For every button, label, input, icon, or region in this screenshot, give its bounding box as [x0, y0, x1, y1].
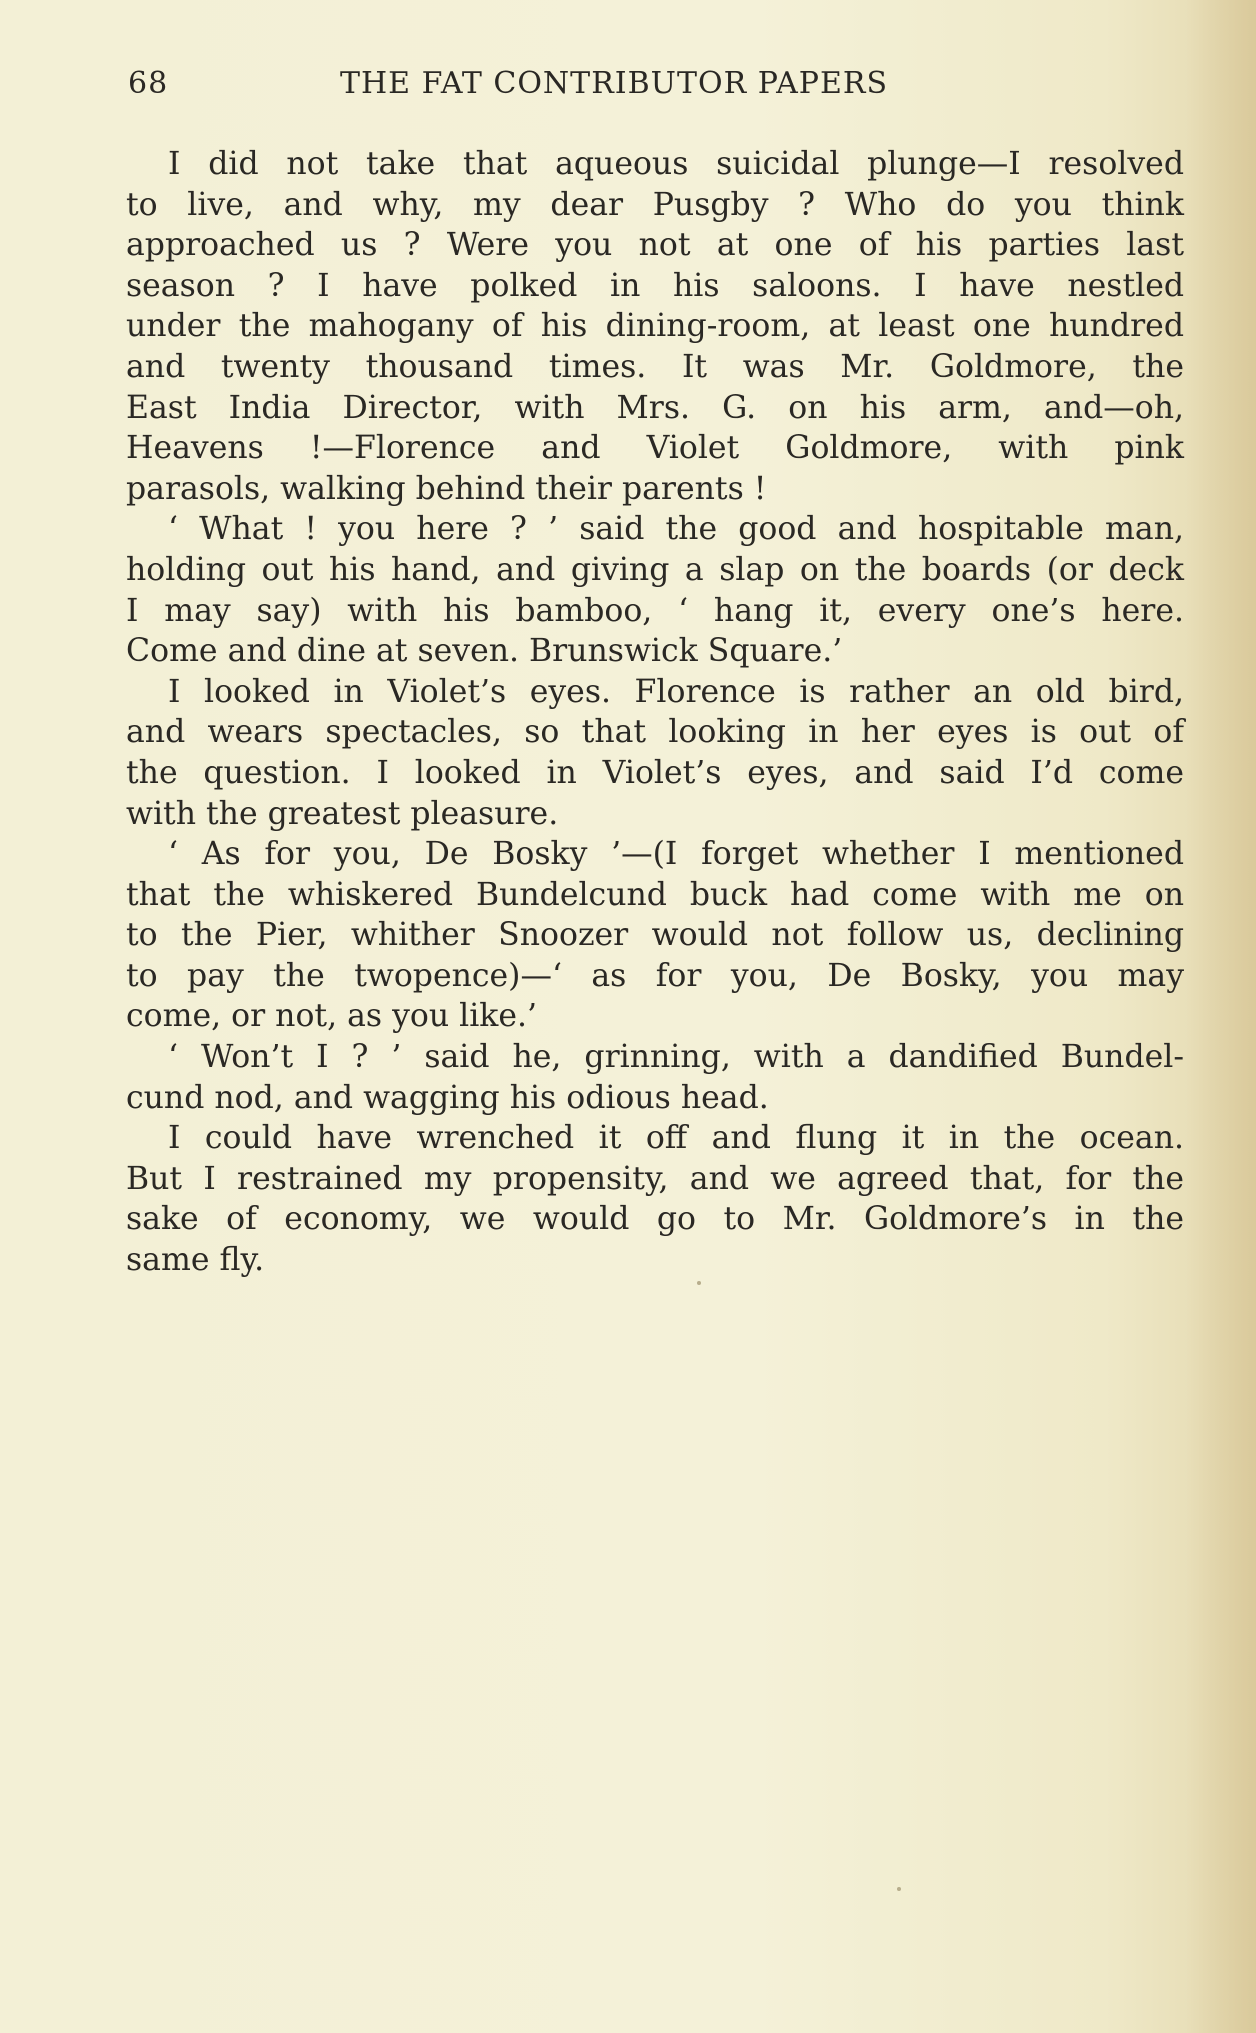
text-line: Heavens !—Florence and Violet Goldmore, with pink: [126, 430, 1184, 467]
text-line: under the mahogany of his dining-room, at least one hundred: [126, 308, 1184, 345]
text-line: and wears spectacles, so that looking in her eyes is out of: [126, 714, 1184, 751]
running-header: [128, 66, 992, 106]
text-line: East India Director, with Mrs. G. on his arm, and—oh,: [126, 389, 1184, 426]
text-line: approached us ? Were you not at one of his parties last: [126, 227, 1184, 264]
text-line: ‘ What ! you here ? ’ said the good and hospitable man,: [168, 511, 1184, 548]
text-line: I did not take that aqueous suicidal plunge—I resolved: [168, 146, 1184, 182]
text-line: sake of economy, we would go to Mr. Goldmore’s in the: [126, 1201, 1184, 1238]
text-line: cund nod, and wagging his odious head.: [126, 1079, 769, 1116]
text-line: ‘ Won’t I ? ’ said he, grinning, with a dandified Bundel-: [168, 1039, 1184, 1076]
text-line: that the whiskered Bundelcund buck had come with me on: [126, 876, 1184, 913]
text-line: to the Pier, whither Snoozer would not follow us, declining: [126, 917, 1184, 954]
text-line: to live, and why, my dear Pusgby ? Who do you think: [126, 186, 1184, 223]
text-line: season ? I have polked in his saloons. I have nestled: [126, 267, 1184, 304]
paper-speck: [897, 1887, 901, 1891]
text-line: to pay the twopence)—‘ as for you, De Bosky, you may: [126, 957, 1184, 994]
text-line: I may say) with his bamboo, ‘ hang it, every one’s here.: [126, 592, 1184, 629]
text-line: and twenty thousand times. It was Mr. Goldmore, the: [126, 348, 1184, 385]
text-line: the question. I looked in Violet’s eyes, and said I’d come: [126, 754, 1184, 791]
text-line: ‘ As for you, De Bosky ’—(I forget whether I mentioned: [168, 836, 1184, 873]
text-line: But I restrained my propensity, and we agreed that, for the: [126, 1160, 1184, 1197]
text-line: Come and dine at seven. Brunswick Square.’: [126, 633, 843, 670]
page-binding-shadow: [1186, 0, 1256, 2033]
text-line: same fly.: [126, 1242, 265, 1279]
text-line: parasols, walking behind their parents !: [126, 470, 767, 507]
paper-speck: [697, 1281, 701, 1285]
body-text: [126, 144, 1184, 1281]
running-title: THE FAT CONTRIBUTOR PAPERS: [340, 66, 889, 101]
text-line: holding out his hand, and giving a slap on the boards (or deck: [126, 551, 1184, 588]
text-line: I looked in Violet’s eyes. Florence is rather an old bird,: [168, 673, 1184, 710]
text-line: with the greatest pleasure.: [126, 795, 559, 832]
page-number: 68: [128, 66, 169, 101]
text-line: come, or not, as you like.’: [126, 998, 538, 1035]
text-line: I could have wrenched it off and flung it in the ocean.: [168, 1120, 1184, 1157]
